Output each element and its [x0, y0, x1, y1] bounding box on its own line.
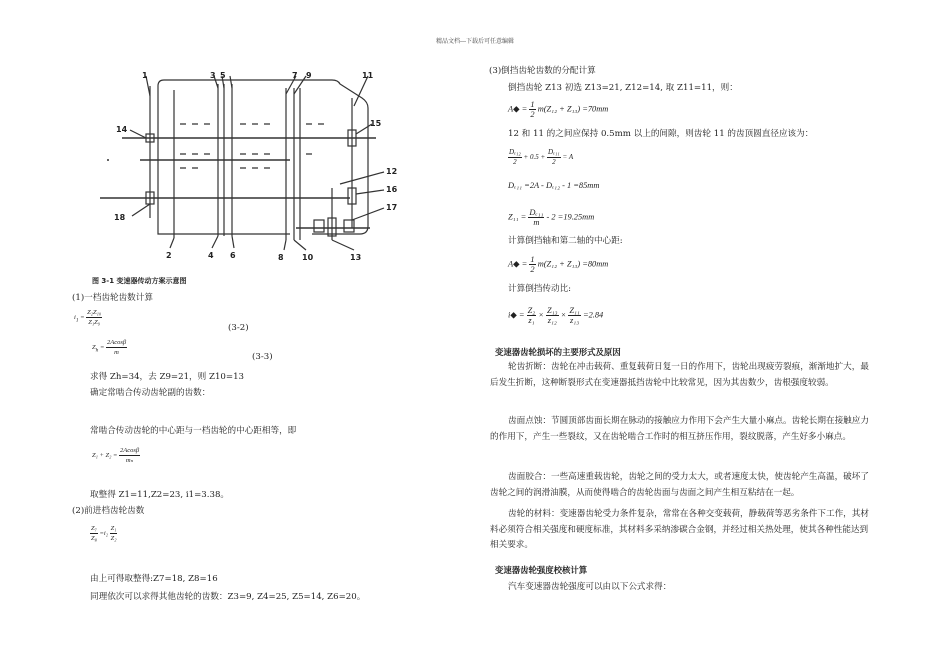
paragraph: 计算倒挡轴和第二轴的中心距: — [508, 236, 623, 246]
diagram-label: 11 — [362, 71, 374, 80]
diagram-label: 15 — [370, 119, 382, 128]
equation-center-distance: Z₁ + Z₂ = $\frac{2Acos\beta}{\text{mₙ}}$ — [92, 447, 140, 464]
diagram-label: 10 — [302, 253, 314, 262]
equation-3-2: $i_1$ = $\frac{\text{Z₂Z₁₀}}{\text{Z₁Z₉}}$ — [74, 309, 102, 326]
heading-strength-check: 变速器齿轮强度校核计算 — [495, 565, 588, 575]
equation-z11: Z₁₁ = $\frac{\text{Dₑ₁₁}}{m}$ - 2 =19.25mm — [508, 208, 595, 227]
equation-reverse-center-distance: A◆ = $\frac{1}{2}$ m(Z₁₂ + Z₁₃) =80mm — [508, 255, 609, 274]
paragraph: 确定常啮合传动齿轮副的齿数： — [90, 388, 211, 398]
paragraph: 计算倒挡传动比: — [508, 284, 572, 294]
diagram-label: 14 — [116, 125, 128, 134]
equation-reverse-ratio: i◆ = $\frac{\text{Z₂}}{\text{z₁}}$ × $\frac{\text{Z₁₃}}{\text{z₁₂}}$ × $\frac{\text{Z₁₁}}{\text{z₁₃}}$ =2.84 — [508, 306, 604, 325]
equation-number: (3-2) — [228, 323, 249, 333]
diagram-label: 7 — [292, 71, 298, 80]
equation-tip-diameter-gap: $\frac{\text{Dₑ₁₂}}{2}$ + 0.5 + $\frac{\text{Dₑ₁₁}}{2}$ = A — [509, 148, 574, 166]
diagram-label: 6 — [230, 251, 236, 260]
equation-3-3: $Z_h$ = $\frac{2Acos\beta}{m}$ — [92, 339, 127, 356]
gearbox-diagram — [100, 68, 400, 276]
paragraph: 取整得 Z1=11,Z2=23, i1=3.38。 — [90, 490, 230, 500]
equation-reverse-distance: A◆ = $\frac{1}{2}$ m(Z₁₂ + Z₁₃) =70mm — [508, 100, 609, 119]
paragraph-pitting: 齿面点蚀：节圆顶部齿面长期在脉动的接触应力作用下会产生大量小麻点。齿轮长期在接触应力的作用下，产生一些裂纹，又在齿轮啮合工作时的相互挤压作用，裂纹脱落，产生好多小麻点。 — [490, 416, 869, 442]
page-header: 精品文档---下载后可任意编辑 — [435, 38, 515, 45]
diagram-label: 2 — [166, 251, 172, 260]
equation-forward-ratio: $\frac{\text{Z₇}}{\text{Z₈}}$ =i₂ $\frac{\text{Z₁}}{\text{Z₂}}$ — [91, 525, 117, 542]
equation-tip-diameter: Dₑ₁₁ =2A - Dₑ₁₂ - 1 =85mm — [508, 181, 600, 190]
diagram-label: 16 — [386, 185, 398, 194]
diagram-label: 3 — [210, 71, 216, 80]
diagram-label: 5 — [220, 71, 226, 80]
figure-caption: 图 3-1 变速器传动方案示意图 — [92, 277, 187, 285]
paragraph: 由上可得取整得:Z7=18, Z8=16 — [90, 574, 218, 584]
paragraph: 倒挡齿轮 Z13 初选 Z13=21, Z12=14, 取 Z11=11，则： — [508, 83, 738, 93]
section-title-reverse-gear: (3)倒挡齿轮齿数的分配计算 — [489, 66, 596, 76]
section-title-first-gear: (1)一档齿轮齿数计算 — [72, 293, 153, 303]
section-title-forward-gear: (2)前进档齿轮齿数 — [72, 506, 145, 516]
paragraph: 求得 Zh=34，去 Z9=21，则 Z10=13 — [90, 372, 245, 382]
diagram-label: 4 — [208, 251, 214, 260]
diagram-label: 12 — [386, 167, 398, 176]
diagram-label: 9 — [306, 71, 312, 80]
equation-number: (3-3) — [252, 352, 273, 362]
paragraph-material: 齿轮的材料：变速器齿轮受力条件复杂，常常在各种交变载荷，静载荷等恶劣条件下工作，其材料必须符合相关强度和硬度标准，其材料多采纳渗碳合金钢，并经过相关热处理，使其各种性能达到相关要求。 — [490, 509, 869, 550]
heading-gear-damage: 变速器齿轮损坏的主要形式及原因 — [495, 347, 621, 357]
paragraph-tooth-breakage: 轮齿折断：齿轮在冲击载荷、重复载荷日复一日的作用下，齿轮出现疲劳裂痕，渐渐地扩大，最后发生折断，这种断裂形式在变速器抵挡齿轮中比较常见，因为其齿数少，齿根强度较弱。 — [490, 362, 869, 388]
paragraph: 同理依次可以求得其他齿轮的齿数：Z3=9, Z4=25, Z5=14, Z6=20。 — [90, 592, 366, 602]
diagram-label: 13 — [350, 253, 362, 262]
diagram-label: 18 — [114, 213, 126, 222]
diagram-label: 8 — [278, 253, 284, 262]
paragraph: 汽车变速器齿轮强度可以由以下公式求得： — [508, 582, 672, 592]
diagram-label: 1 — [142, 71, 148, 80]
paragraph: 常啮合传动齿轮的中心距与一档齿轮的中心距相等，即 — [90, 426, 297, 436]
paragraph-scuffing: 齿面胶合：一些高速重载齿轮，齿轮之间的受力太大，或者速度太快，使齿轮产生高温，破坏了齿轮之间的润滑油膜，从而使得啮合的齿轮齿面与齿面之间产生相互粘结在一起。 — [490, 472, 869, 498]
diagram-label: 17 — [386, 203, 398, 212]
paragraph: 12 和 11 的之间应保持 0.5mm 以上的间隙，则齿轮 11 的齿顶圆直径应该为： — [508, 129, 814, 139]
